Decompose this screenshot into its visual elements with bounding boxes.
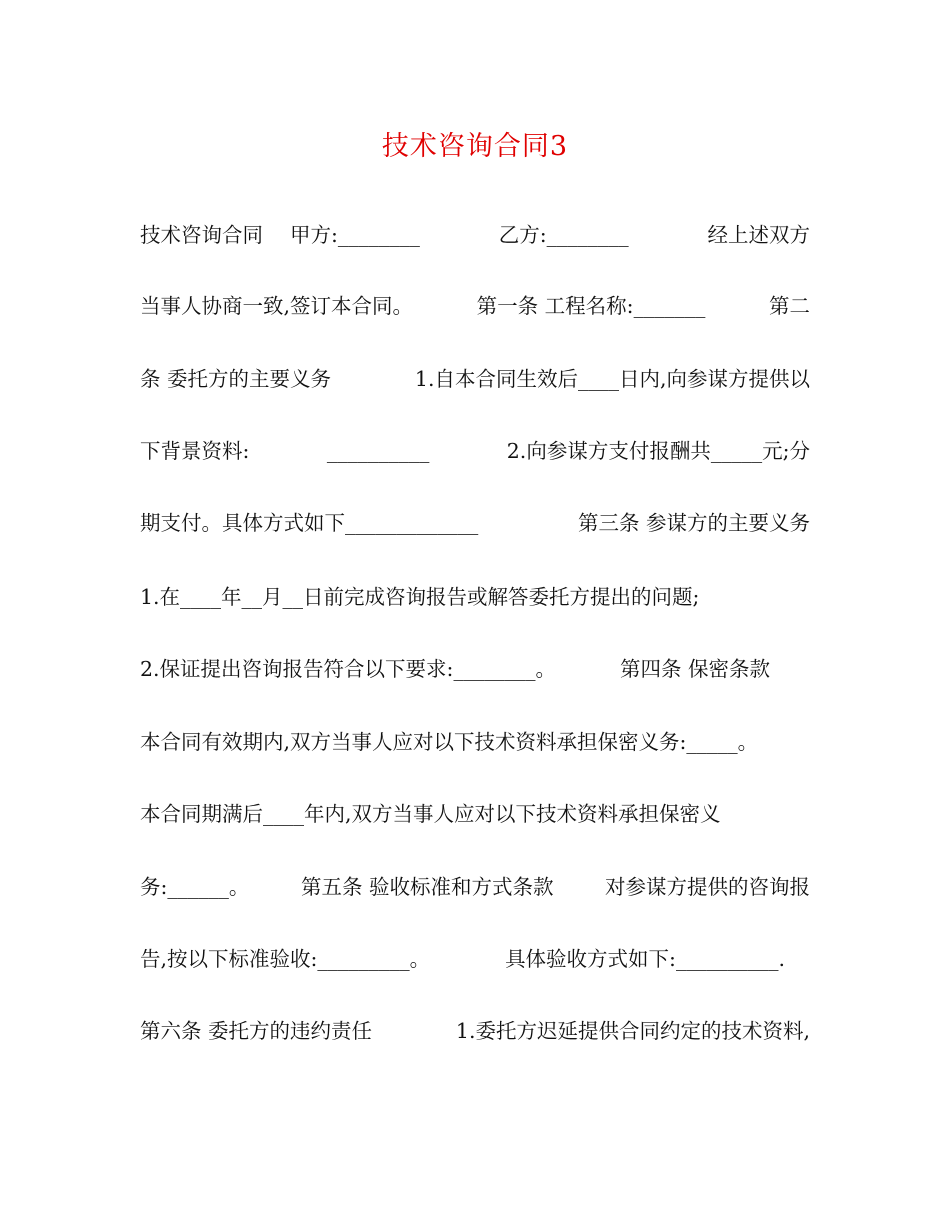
text-line (140, 291, 810, 321)
text-line (140, 436, 810, 466)
text-line (140, 364, 810, 394)
text-line (140, 727, 810, 757)
line-segment: 第一条 工程名称:_______ (476, 294, 706, 318)
line-segment: 第四条 保密条款 (619, 657, 770, 681)
text-line (140, 654, 770, 684)
line-segment: 2.向参谋方支付报酬共_____元;分 (506, 439, 810, 463)
line-segment: 第二 (768, 294, 810, 318)
text-line (140, 799, 810, 829)
line-segment: 1.委托方迟延提供合同约定的技术资料, (455, 1019, 810, 1043)
line-segment: 技术咨询合同 甲方:________ (140, 223, 420, 247)
line-segment: 当事人协商一致,签订本合同。 (140, 294, 414, 318)
line-segment: 期支付。具体方式如下_____________ (140, 511, 479, 535)
line-segment: 经上述双方 (707, 223, 810, 247)
line-segment: 对参谋方提供的咨询报 (605, 875, 810, 899)
line-segment: 下背景资料: (140, 439, 250, 463)
line-segment: 条 委托方的主要义务 (140, 367, 332, 391)
line-segment: 1.自本合同生效后____日内,向参谋方提供以 (414, 367, 810, 391)
line-segment: 2.保证提出咨询报告符合以下要求:________。 (140, 657, 556, 681)
line-segment: 务:______。 (140, 875, 250, 899)
line-segment: 告,按以下标准验收:_________。 (140, 947, 431, 971)
line-segment: 乙方:________ (498, 223, 629, 247)
document-title: 技术咨询合同3 (381, 131, 569, 162)
line-segment: 第五条 验收标准和方式条款 (300, 875, 554, 899)
text-line (140, 508, 810, 538)
line-segment: 第六条 委托方的违约责任 (140, 1019, 373, 1043)
text-line (140, 1016, 810, 1046)
text-line (140, 220, 810, 250)
line-segment: 本合同期满后____年内,双方当事人应对以下技术资料承担保密义 (140, 802, 721, 826)
line-segment: __________ (326, 439, 430, 463)
line-segment: 第三条 参谋方的主要义务 (577, 511, 810, 535)
text-line (140, 872, 810, 902)
text-line (140, 944, 785, 974)
line-segment: 1.在____年__月__日前完成咨询报告或解答委托方提出的问题; (140, 585, 700, 609)
text-line (140, 582, 810, 612)
line-segment: 具体验收方式如下:__________. (505, 947, 785, 971)
line-segment: 本合同有效期内,双方当事人应对以下技术资料承担保密义务:_____。 (140, 730, 759, 754)
